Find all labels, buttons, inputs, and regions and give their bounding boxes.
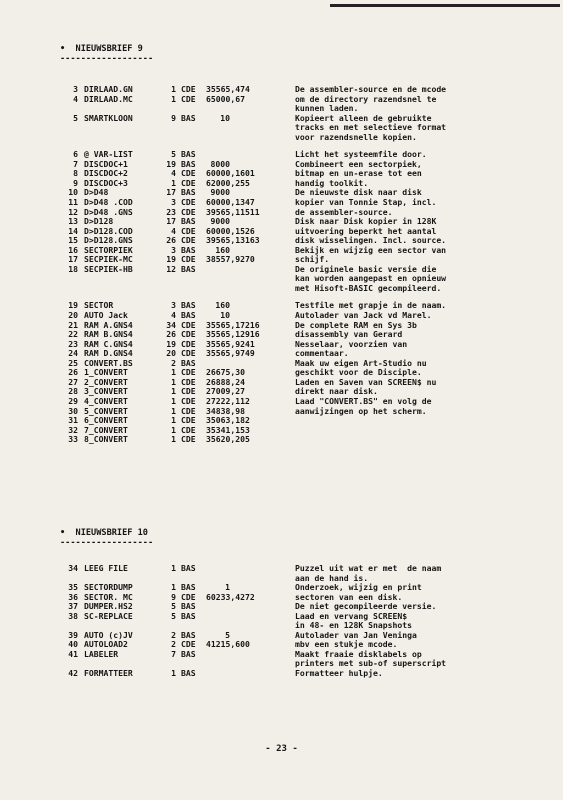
entry-number: 38 [68, 610, 78, 621]
file-description: aanwijzingen op het scherm. [295, 405, 427, 416]
entry-number: 30 [68, 405, 78, 416]
entry-number: 11 [68, 197, 78, 208]
entry-number: 15 [68, 235, 78, 246]
file-type: CDE [181, 84, 196, 94]
file-type: BAS [181, 668, 196, 679]
top-edge-bar [330, 4, 560, 7]
entry-number: 7 [73, 158, 78, 169]
block-count: 1 [171, 415, 176, 426]
load-address: 5 [225, 629, 230, 640]
file-name: DISCDOC+1 [84, 158, 128, 169]
section-title: • NIEUWSBRIEF 9 [60, 44, 143, 54]
file-type: CDE [181, 235, 196, 246]
block-count: 26 [166, 329, 176, 340]
entry-number: 6 [73, 149, 78, 160]
block-count: 19 [166, 254, 176, 265]
entry-number: 19 [68, 300, 78, 311]
entry-number: 32 [68, 424, 78, 435]
file-type: BAS [181, 112, 196, 123]
file-description: Autolader van Jan Veninga [295, 629, 417, 640]
file-description: Formatteer hulpje. [295, 668, 383, 679]
file-description: De complete RAM en Sys 3b [295, 319, 417, 330]
file-type: BAS [181, 357, 196, 368]
entry-number: 4 [73, 93, 78, 104]
block-count: 17 [166, 187, 176, 198]
file-type: CDE [181, 395, 196, 406]
block-count: 1 [171, 84, 176, 94]
file-name: DIRLAAD.MC [84, 93, 133, 104]
block-count: 1 [171, 668, 176, 679]
file-name: 8_CONVERT [84, 434, 128, 445]
file-description: Nesselaar, voorzien van [295, 338, 408, 349]
load-address: 27222,112 [206, 395, 250, 406]
block-count: 20 [166, 348, 176, 359]
load-address: 35620,205 [206, 434, 250, 445]
file-type: CDE [181, 338, 196, 349]
load-address: 60000,1347 [206, 197, 255, 208]
load-address: 27009,27 [206, 386, 245, 397]
file-description: Testfile met grapje in de naam. [295, 300, 447, 311]
file-name: D>D128.GNS [84, 235, 133, 246]
file-name: SECTORDUMP [84, 582, 133, 593]
file-name: DISCDOC+2 [84, 168, 128, 179]
load-address: 35341,153 [206, 424, 250, 435]
block-count: 23 [166, 206, 176, 217]
block-count: 3 [171, 300, 176, 311]
entry-number: 10 [68, 187, 78, 198]
load-address: 35565,12916 [206, 329, 260, 340]
file-description: commentaar. [295, 348, 349, 359]
file-type: CDE [181, 319, 196, 330]
file-name: @ VAR-LIST [84, 149, 133, 160]
entry-number: 22 [68, 329, 78, 340]
file-description: De nieuwste disk naar disk [295, 187, 422, 198]
file-name: SC-REPLACE [84, 610, 133, 621]
entry-number: 24 [68, 348, 78, 359]
block-count: 34 [166, 319, 176, 330]
file-description: De assembler-source en de mcode [295, 84, 447, 94]
block-count: 1 [171, 434, 176, 445]
entry-number: 14 [68, 225, 78, 236]
block-count: 19 [166, 338, 176, 349]
file-type: CDE [181, 93, 196, 104]
entry-number: 42 [68, 668, 78, 679]
file-type: CDE [181, 591, 196, 602]
file-description: Laad "CONVERT.BS" en volg de [295, 395, 432, 406]
file-name: 5_CONVERT [84, 405, 128, 416]
load-address: 9000 [210, 216, 230, 227]
file-name: 3_CONVERT [84, 386, 128, 397]
file-description: direkt naar disk. [295, 386, 378, 397]
load-address: 160 [215, 300, 230, 311]
block-count: 9 [171, 112, 176, 123]
block-count: 5 [171, 610, 176, 621]
file-description: handig toolkit. [295, 177, 369, 188]
load-address: 38557,9270 [206, 254, 255, 265]
file-description: Disk naar Disk kopier in 128K [295, 216, 437, 227]
entry-number: 23 [68, 338, 78, 349]
file-name: 2_CONVERT [84, 376, 128, 387]
block-count: 1 [171, 376, 176, 387]
entry-number: 3 [73, 84, 78, 94]
block-count: 2 [171, 629, 176, 640]
block-count: 1 [171, 386, 176, 397]
file-type: CDE [181, 415, 196, 426]
file-description: om de directory razendsnel te [295, 93, 437, 104]
entry-number: 31 [68, 415, 78, 426]
file-type: CDE [181, 177, 196, 188]
file-description: De originele basic versie die [295, 263, 437, 274]
file-type: BAS [181, 149, 196, 160]
file-type: BAS [181, 300, 196, 311]
file-name: FORMATTEER [84, 668, 133, 679]
file-type: CDE [181, 386, 196, 397]
block-count: 17 [166, 216, 176, 227]
entry-number: 39 [68, 629, 78, 640]
entry-number: 8 [73, 168, 78, 179]
load-address: 8000 [210, 158, 230, 169]
file-name: SECTOR [84, 300, 114, 311]
file-description: Combineert een sectorpiek, [295, 158, 422, 169]
entry-number: 21 [68, 319, 78, 330]
file-name: RAM C.GNS4 [84, 338, 133, 349]
page-number: - 23 - [265, 744, 298, 754]
file-type: BAS [181, 629, 196, 640]
entry-number: 18 [68, 263, 78, 274]
file-type: CDE [181, 254, 196, 265]
entry-number: 40 [68, 639, 78, 650]
block-count: 1 [171, 93, 176, 104]
file-type: BAS [181, 582, 196, 593]
entry-number: 9 [73, 177, 78, 188]
entry-number: 25 [68, 357, 78, 368]
file-description: tracks en met selectieve format [295, 122, 447, 133]
file-description: bitmap en un-erase tot een [295, 168, 422, 179]
file-description: disassembly van Gerard [295, 329, 403, 340]
file-type: CDE [181, 168, 196, 179]
file-description: disk wisselingen. Incl. source. [295, 235, 447, 246]
block-count: 1 [171, 177, 176, 188]
file-type: CDE [181, 367, 196, 378]
load-address: 39565,13163 [206, 235, 260, 246]
file-name: 6_CONVERT [84, 415, 128, 426]
file-type: BAS [181, 216, 196, 227]
file-type: BAS [181, 187, 196, 198]
file-type: BAS [181, 601, 196, 612]
block-count: 1 [171, 563, 176, 573]
file-description: aan de hand is. [295, 572, 369, 583]
load-address: 1 [225, 582, 230, 593]
section-nieuwsbrief-9-header [60, 44, 153, 63]
entry-number: 29 [68, 395, 78, 406]
entry-number: 17 [68, 254, 78, 265]
file-name: 1_CONVERT [84, 367, 128, 378]
file-name: SECTORPIEK [84, 244, 133, 255]
load-address: 35565,9749 [206, 348, 255, 359]
file-name: D>D48 .GNS [84, 206, 133, 217]
block-count: 1 [171, 582, 176, 593]
file-description: in 48- en 128K Snapshots [295, 620, 412, 631]
entry-number: 13 [68, 216, 78, 227]
load-address: 62000,255 [206, 177, 250, 188]
file-name: D>D48 .COD [84, 197, 133, 208]
file-description: printers met sub-of superscript [295, 658, 447, 669]
file-description: Maakt fraaie disklabels op [295, 648, 422, 659]
file-name: D>D48 [84, 187, 109, 198]
block-count: 4 [171, 225, 176, 236]
file-description: Puzzel uit wat er met de naam [295, 563, 442, 573]
file-description: voor razendsnelle kopien. [295, 131, 417, 142]
entry-number: 20 [68, 310, 78, 321]
block-count: 1 [171, 395, 176, 406]
file-description: De niet gecompileerde versie. [295, 601, 437, 612]
file-type: CDE [181, 639, 196, 650]
load-address: 9000 [210, 187, 230, 198]
file-name: DUMPER.HS2 [84, 601, 133, 612]
block-count: 26 [166, 235, 176, 246]
file-description: schijf. [295, 254, 330, 265]
file-name: SMARTKLOON [84, 112, 133, 123]
load-address: 35063,182 [206, 415, 250, 426]
entry-number: 28 [68, 386, 78, 397]
load-address: 34838,98 [206, 405, 245, 416]
entry-number: 5 [73, 112, 78, 123]
file-description: Kopieert alleen de gebruikte [295, 112, 432, 123]
load-address: 10 [220, 112, 230, 123]
file-name: RAM D.GNS4 [84, 348, 133, 359]
file-type: BAS [181, 310, 196, 321]
entry-number: 41 [68, 648, 78, 659]
load-address: 10 [220, 310, 230, 321]
entry-number: 34 [68, 563, 78, 573]
file-name: LABELER [84, 648, 119, 659]
file-type: CDE [181, 434, 196, 445]
file-name: SECTOR. MC [84, 591, 133, 602]
block-count: 2 [171, 639, 176, 650]
file-description: sectoren van een disk. [295, 591, 403, 602]
file-description: Onderzoek, wijzig en print [295, 582, 422, 593]
file-name: D>D128 [84, 216, 114, 227]
entry-number: 16 [68, 244, 78, 255]
file-type: BAS [181, 263, 196, 274]
load-address: 35565,17216 [206, 319, 260, 330]
load-address: 60233,4272 [206, 591, 255, 602]
load-address: 41215,600 [206, 639, 250, 650]
file-description: kopier van Tonnie Stap, incl. [295, 197, 437, 208]
file-description: Autolader van Jack vd Marel. [295, 310, 432, 321]
file-type: BAS [181, 648, 196, 659]
section-title: • NIEUWSBRIEF 10 [60, 528, 148, 538]
file-type: CDE [181, 225, 196, 236]
section-nieuwsbrief-10-header [60, 528, 153, 547]
file-name: SECPIEK-MC [84, 254, 133, 265]
file-type: CDE [181, 376, 196, 387]
file-description: Maak uw eigen Art-Studio nu [295, 357, 427, 368]
file-description: uitvoering beperkt het aantal [295, 225, 437, 236]
file-type: CDE [181, 348, 196, 359]
file-name: 4_CONVERT [84, 395, 128, 406]
file-description: Bekijk en wijzig een sector van [295, 244, 447, 255]
entry-number: 26 [68, 367, 78, 378]
file-description: kan worden aangepast en opnieuw [295, 273, 447, 284]
section-rule: ------------------ [60, 54, 154, 64]
file-name: RAM B.GNS4 [84, 329, 133, 340]
file-description: Licht het systeemfile door. [295, 149, 427, 160]
block-count: 4 [171, 310, 176, 321]
load-address: 35565,9241 [206, 338, 255, 349]
entry-number: 27 [68, 376, 78, 387]
load-address: 35565,474 [206, 84, 250, 94]
entry-number: 12 [68, 206, 78, 217]
file-description: Laad en vervang SCREEN$ [295, 610, 408, 621]
entry-number: 35 [68, 582, 78, 593]
file-description: Laden en Saven van SCREEN$ nu [295, 376, 437, 387]
file-type: BAS [181, 244, 196, 255]
file-name: D>D128.COD [84, 225, 133, 236]
load-address: 60000,1601 [206, 168, 255, 179]
block-count: 9 [171, 591, 176, 602]
file-name: AUTO Jack [84, 310, 128, 321]
block-count: 12 [166, 263, 176, 274]
file-name: AUTOLOAD2 [84, 639, 128, 650]
block-count: 5 [171, 149, 176, 160]
block-count: 7 [171, 648, 176, 659]
load-address: 65000,67 [206, 93, 245, 104]
file-description: de assembler-source. [295, 206, 393, 217]
file-type: CDE [181, 206, 196, 217]
file-name: DISCDOC+3 [84, 177, 128, 188]
entry-number: 33 [68, 434, 78, 445]
entry-number: 37 [68, 601, 78, 612]
block-count: 1 [171, 367, 176, 378]
file-description: kunnen laden. [295, 103, 359, 114]
file-description: met Hisoft-BASIC gecompileerd. [295, 282, 442, 293]
load-address: 26888,24 [206, 376, 245, 387]
block-count: 2 [171, 357, 176, 368]
block-count: 4 [171, 168, 176, 179]
file-name: CONVERT.BS [84, 357, 133, 368]
file-description: mbv een stukje mcode. [295, 639, 398, 650]
load-address: 39565,11511 [206, 206, 260, 217]
load-address: 26675,30 [206, 367, 245, 378]
block-count: 19 [166, 158, 176, 169]
file-type: BAS [181, 158, 196, 169]
block-count: 5 [171, 601, 176, 612]
file-name: RAM A.GNS4 [84, 319, 133, 330]
file-type: CDE [181, 197, 196, 208]
file-name: DIRLAAD.GN [84, 84, 133, 94]
section-rule: ------------------ [60, 538, 154, 548]
file-type: BAS [181, 563, 196, 573]
load-address: 60000,1526 [206, 225, 255, 236]
entry-number: 36 [68, 591, 78, 602]
block-count: 3 [171, 197, 176, 208]
file-name: AUTO (c)JV [84, 629, 133, 640]
file-type: BAS [181, 610, 196, 621]
file-name: 7_CONVERT [84, 424, 128, 435]
file-name: LEEG FILE [84, 563, 128, 573]
file-description: geschikt voor de Disciple. [295, 367, 422, 378]
file-name: SECPIEK-HB [84, 263, 133, 274]
file-type: CDE [181, 405, 196, 416]
file-type: CDE [181, 329, 196, 340]
file-type: CDE [181, 424, 196, 435]
block-count: 3 [171, 244, 176, 255]
block-count: 1 [171, 405, 176, 416]
load-address: 160 [215, 244, 230, 255]
block-count: 1 [171, 424, 176, 435]
